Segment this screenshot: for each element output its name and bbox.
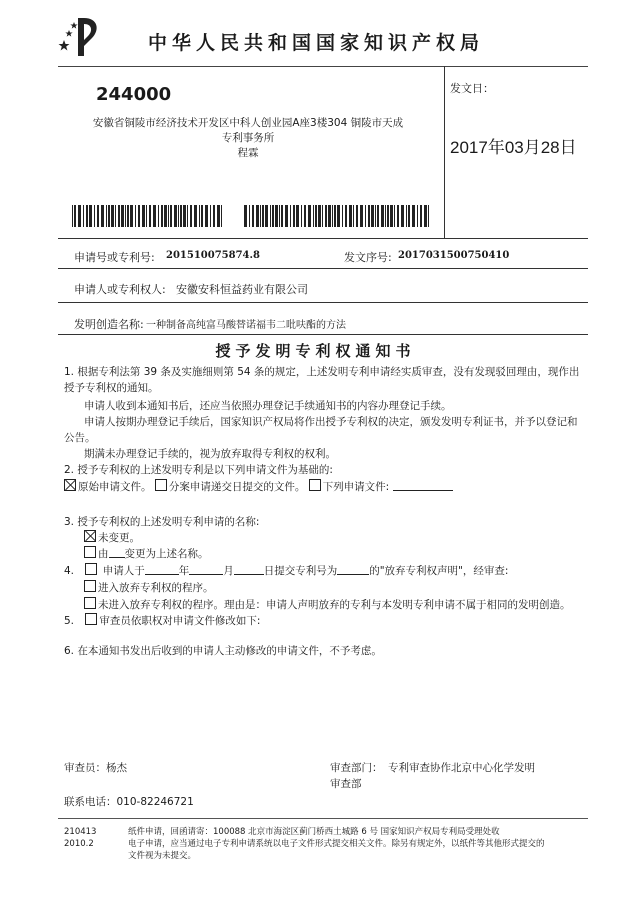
option-following: 下列申请文件: bbox=[322, 481, 390, 493]
footer-line2: 电子申请，应当通过电子专利申请系统以电子文件形式提交相关文件。除另有规定外，以纸件等其他形式提交的 bbox=[128, 839, 545, 849]
blank-line bbox=[393, 480, 453, 491]
footer-code1: 210413 bbox=[64, 827, 97, 837]
footer-line3: 文件视为未提交。 bbox=[128, 851, 197, 861]
p4-c: 月 bbox=[223, 565, 234, 577]
applicant-label: 申请人或专利权人: bbox=[74, 283, 166, 296]
para-1b: 申请人按期办理登记手续后，国家知识产权局将作出授予专利权的决定，颁发发明专利证书，并予以登记和公告。 bbox=[64, 416, 578, 444]
footer-code2: 2010.2 bbox=[64, 839, 94, 849]
option-enter-abandon: 进入放弃专利权的程序。 bbox=[98, 582, 214, 594]
p4-e: 的"放弃专利权声明"，经审查: bbox=[369, 565, 509, 577]
p4-a: 申请人于 bbox=[102, 565, 145, 577]
para-3: 3. 授予专利权的上述发明专利申请的名称: bbox=[64, 516, 260, 528]
para-4-opt1 bbox=[84, 580, 604, 596]
checkbox-divisional[interactable] bbox=[155, 479, 167, 491]
footer-rule bbox=[58, 818, 588, 819]
dept-label: 审查部门： bbox=[330, 762, 383, 774]
cnipa-logo-icon bbox=[58, 14, 102, 58]
para-3-opt2 bbox=[84, 546, 604, 562]
blank-line bbox=[337, 564, 369, 575]
fields-rule-2 bbox=[58, 302, 588, 303]
option-not-enter-abandon: 未进入放弃专利权的程序。理由是：申请人声明放弃的专利与本发明专利申请不属于相同的发明创造。 bbox=[98, 599, 571, 611]
para-5-num: 5. bbox=[64, 615, 75, 627]
fields-rule-3 bbox=[58, 334, 588, 335]
para-6: 6. 在本通知书发出后收到的申请人主动修改的申请文件，不予考虑。 bbox=[64, 645, 382, 657]
dept: 专利审查协作北京中心化学发明 bbox=[388, 762, 535, 774]
para-5 bbox=[64, 613, 584, 629]
para-1c: 期满未办理登记手续的，视为放弃取得专利权的权利。 bbox=[84, 448, 336, 460]
option-changed-from: 由 bbox=[98, 548, 109, 560]
checkbox-changed[interactable] bbox=[84, 546, 96, 558]
notice-title: 授予发明专利权通知书 bbox=[215, 342, 416, 360]
option-original: 原始申请文件。 bbox=[78, 481, 152, 493]
barcode-left bbox=[72, 205, 222, 227]
para-2-options bbox=[64, 479, 584, 495]
address-line1: 安徽省铜陵市经济技术开发区中科人创业园A座3楼304 铜陵市天成 bbox=[92, 117, 404, 129]
issue-date: 2017年03月28日 bbox=[450, 138, 577, 157]
para-5-text: 审查员依职权对申请文件修改如下: bbox=[99, 615, 261, 627]
para-1a: 申请人收到本通知书后，还应当依照办理登记手续通知书的内容办理登记手续。 bbox=[84, 400, 452, 412]
recipient-name: 程霖 bbox=[237, 147, 259, 159]
para-4-opt2 bbox=[84, 597, 594, 613]
address-divider bbox=[444, 66, 445, 238]
dept-2: 审查部 bbox=[330, 778, 362, 790]
footer-line1: 纸件申请，回函请寄：100088 北京市海淀区蓟门桥西土城路 6 号 国家知识产权局专利局受理处收 bbox=[128, 827, 500, 837]
option-divisional: 分案申请递交日提交的文件。 bbox=[168, 481, 306, 493]
para-1: 1. 根据专利法第 39 条及实施细则第 54 条的规定，上述发明专利申请经实质审查，没有发现驳回理由，现作出授予专利权的通知。 bbox=[64, 366, 580, 394]
para-2: 2. 授予专利权的上述发明专利是以下列申请文件为基础的: bbox=[64, 464, 333, 476]
blank-line bbox=[189, 564, 223, 575]
address-line2: 专利事务所 bbox=[221, 132, 275, 144]
barcode-right bbox=[244, 205, 430, 227]
examiner: 审查员：杨杰 bbox=[64, 762, 127, 774]
para-3-opt1 bbox=[84, 530, 604, 546]
para-4 bbox=[64, 563, 584, 579]
phone: 联系电话：010-82246721 bbox=[64, 796, 194, 808]
p4-d: 日提交专利号为 bbox=[263, 565, 338, 577]
header-rule bbox=[58, 66, 588, 67]
checkbox-abandon-decl[interactable] bbox=[85, 563, 97, 575]
blank-line bbox=[109, 547, 125, 558]
option-unchanged: 未变更。 bbox=[98, 532, 140, 544]
blank-line bbox=[234, 564, 264, 575]
checkbox-following[interactable] bbox=[309, 479, 321, 491]
app-no: 201510075874.8 bbox=[166, 250, 260, 261]
serial-label: 发文序号: bbox=[344, 251, 392, 264]
fields-rule-top bbox=[58, 238, 588, 239]
invention-title: 一种制备高纯富马酸替诺福韦二吡呋酯的方法 bbox=[146, 320, 346, 331]
checkbox-enter-abandon[interactable] bbox=[84, 580, 96, 592]
org-name: 中华人民共和国国家知识产权局 bbox=[148, 32, 485, 54]
p4-b: 年 bbox=[178, 565, 190, 577]
app-no-label: 申请号或专利号: bbox=[74, 251, 155, 264]
fields-rule-1 bbox=[58, 268, 588, 269]
blank-line bbox=[145, 564, 179, 575]
option-changed-to: 变更为上述名称。 bbox=[124, 548, 209, 560]
applicant: 安徽安科恒益药业有限公司 bbox=[176, 283, 308, 296]
checkbox-unchanged-checked[interactable] bbox=[84, 530, 96, 542]
para-4-num: 4. bbox=[64, 565, 75, 577]
checkbox-not-enter-abandon[interactable] bbox=[84, 597, 96, 609]
issue-date-label: 发文日： bbox=[450, 82, 494, 95]
serial-no: 2017031500750410 bbox=[398, 250, 510, 261]
postcode: 244000 bbox=[96, 84, 172, 105]
checkbox-examiner-amend[interactable] bbox=[85, 613, 97, 625]
checkbox-original-checked[interactable] bbox=[64, 479, 76, 491]
invention-label: 发明创造名称: bbox=[74, 318, 144, 331]
